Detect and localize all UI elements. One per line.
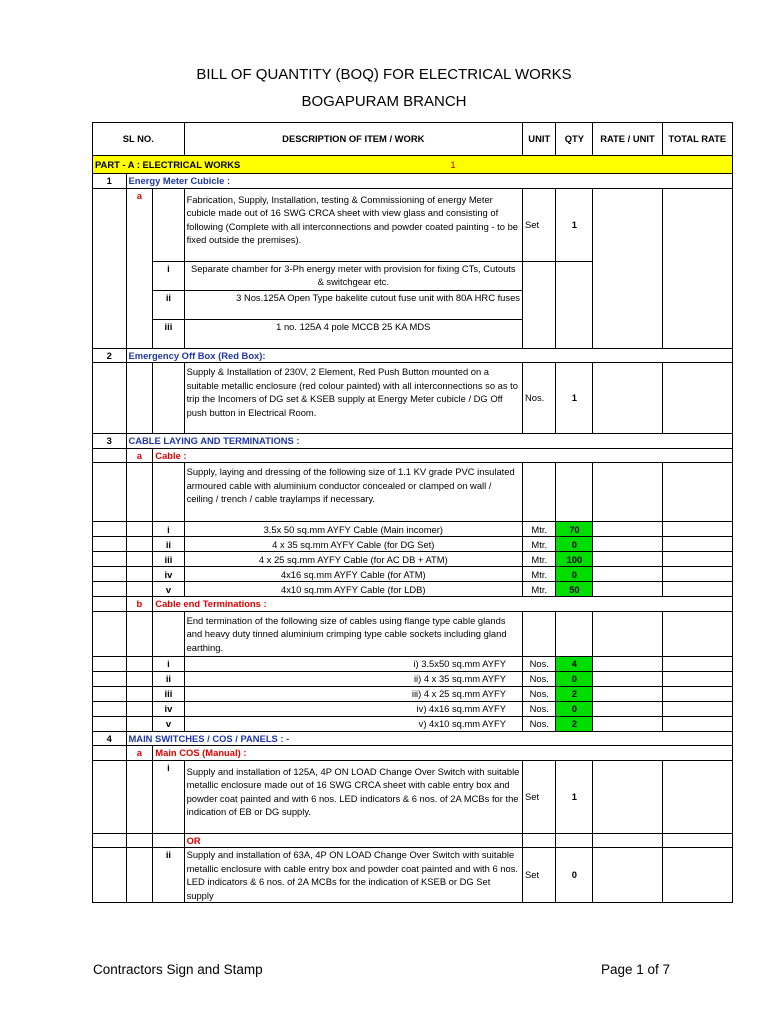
- sub-item-label: ii: [153, 290, 184, 319]
- termination-unit: Nos.: [522, 671, 556, 686]
- section-title: Emergency Off Box (Red Box):: [126, 348, 733, 363]
- section-number: 4: [93, 731, 127, 746]
- section-number: 1: [93, 174, 127, 189]
- termination-qty: 2: [556, 716, 593, 731]
- sub-section-label: b: [126, 597, 153, 612]
- sub-section-title: Cable end Terminations :: [153, 597, 733, 612]
- header-unit: UNIT: [522, 123, 556, 156]
- cable-row: [93, 522, 733, 537]
- item-label: ii: [153, 848, 184, 903]
- section-row: [93, 174, 733, 189]
- item-description: Supply & Installation of 230V, 2 Element, Red Push Button mounted on a suitable metallic enclosure (red colour painted) with all interconnections so as to trip the Incomers of DG set & KSEB supply at Energy Meter cubicle / DG Off push button in Electrical Room.: [184, 363, 522, 434]
- part-number: 1: [450, 158, 456, 170]
- item-unit: Nos.: [522, 363, 556, 434]
- cable-description: 4 x 35 sq.mm AYFY Cable (for DG Set): [184, 537, 522, 552]
- termination-label: v: [153, 716, 184, 731]
- termination-description: iii) 4 x 25 sq.mm AYFY: [184, 686, 522, 701]
- or-row: [93, 833, 733, 848]
- termination-row: [93, 716, 733, 731]
- item-description: Supply and installation of 63A, 4P ON LOAD Change Over Switch with suitable metallic enclosure with cable entry box and powder coat painted and with 6 nos. LED indicators & 6 nos. of 2A MCBs for the indication of KSEB or DG Set supply: [184, 848, 522, 903]
- item-description: End termination of the following size of cables using flange type cable glands and heavy duty tinned aluminium crimping type cable sockets including gland earthing.: [184, 611, 522, 656]
- termination-unit: Nos.: [522, 716, 556, 731]
- cable-label: i: [153, 522, 184, 537]
- termination-qty: 4: [556, 656, 593, 671]
- item-unit: Set: [522, 760, 556, 833]
- cable-row: [93, 537, 733, 552]
- item-description: Fabrication, Supply, Installation, testing & Commissioning of energy Meter cubicle made out of 16 SWG CRCA sheet with view glass and consisting of following (Complete with all interconnections and powder coated painting - to be fixed outside the premises).: [184, 188, 522, 261]
- section-title: Energy Meter Cubicle :: [126, 174, 733, 189]
- cable-description: 4x10 sq.mm AYFY Cable (for LDB): [184, 582, 522, 597]
- cable-qty: 0: [556, 537, 593, 552]
- cable-unit: Mtr.: [522, 567, 556, 582]
- or-label: OR: [184, 833, 522, 848]
- item-row: [93, 463, 733, 522]
- cable-row: [93, 567, 733, 582]
- sub-section-label: a: [126, 746, 153, 761]
- item-unit: Set: [522, 848, 556, 903]
- header-qty: QTY: [556, 123, 593, 156]
- cable-row: [93, 552, 733, 567]
- header-slno: SL NO.: [93, 123, 185, 156]
- sub-item-description: 1 no. 125A 4 pole MCCB 25 KA MDS: [184, 319, 522, 348]
- header-rate: RATE / UNIT: [593, 123, 662, 156]
- cable-label: iv: [153, 567, 184, 582]
- item-qty: 1: [556, 760, 593, 833]
- sub-section-title: Main COS (Manual) :: [153, 746, 733, 761]
- termination-unit: Nos.: [522, 656, 556, 671]
- cable-unit: Mtr.: [522, 522, 556, 537]
- section-title: MAIN SWITCHES / COS / PANELS : -: [126, 731, 733, 746]
- item-qty: 0: [556, 848, 593, 903]
- sub-item-description: 3 Nos.125A Open Type bakelite cutout fuse unit with 80A HRC fuses: [184, 290, 522, 319]
- termination-label: iii: [153, 686, 184, 701]
- section-number: 3: [93, 434, 127, 449]
- header-description: DESCRIPTION OF ITEM / WORK: [184, 123, 522, 156]
- item-qty: 1: [556, 363, 593, 434]
- termination-row: [93, 701, 733, 716]
- termination-qty: 0: [556, 671, 593, 686]
- item-row: [93, 188, 733, 261]
- item-qty: 1: [556, 188, 593, 261]
- sub-item-label: iii: [153, 319, 184, 348]
- termination-label: i: [153, 656, 184, 671]
- item-label: i: [153, 760, 184, 833]
- cable-unit: Mtr.: [522, 537, 556, 552]
- sub-item-label: i: [153, 261, 184, 290]
- header-total: TOTAL RATE: [662, 123, 732, 156]
- termination-qty: 0: [556, 701, 593, 716]
- item-row: [93, 760, 733, 833]
- item-unit: Set: [522, 188, 556, 261]
- cable-qty: 0: [556, 567, 593, 582]
- cable-description: 4 x 25 sq.mm AYFY Cable (for AC DB + ATM): [184, 552, 522, 567]
- part-label: PART - A : ELECTRICAL WORKS: [95, 158, 241, 170]
- termination-label: iv: [153, 701, 184, 716]
- cable-label: iii: [153, 552, 184, 567]
- document-title: BILL OF QUANTITY (BOQ) FOR ELECTRICAL WORKS: [196, 66, 572, 83]
- cable-qty: 50: [556, 582, 593, 597]
- cable-unit: Mtr.: [522, 552, 556, 567]
- termination-unit: Nos.: [522, 701, 556, 716]
- boq-table: [92, 122, 733, 903]
- termination-description: iv) 4x16 sq.mm AYFY: [184, 701, 522, 716]
- cable-qty: 100: [556, 552, 593, 567]
- sub-section-label: a: [126, 448, 153, 463]
- footer-page-number: Page 1 of 7: [601, 962, 671, 977]
- termination-qty: 2: [556, 686, 593, 701]
- part-row: [93, 156, 733, 174]
- part-label-cell: [93, 156, 733, 174]
- termination-description: v) 4x10 sq.mm AYFY: [184, 716, 522, 731]
- cable-qty: 70: [556, 522, 593, 537]
- section-row: [93, 731, 733, 746]
- termination-description: ii) 4 x 35 sq.mm AYFY: [184, 671, 522, 686]
- cable-description: 3.5x 50 sq.mm AYFY Cable (Main incomer): [184, 522, 522, 537]
- sub-section-row: [93, 597, 733, 612]
- item-description: Supply and installation of 125A, 4P ON LOAD Change Over Switch with suitable metallic enclosure made out of 16 SWG CRCA sheet with cable entry box and powder coat painted and with 6 nos. LED indicators & 6 nos. of 2A MCBs for the indication of EB or DG supply.: [184, 760, 522, 833]
- termination-description: i) 3.5x50 sq.mm AYFY: [184, 656, 522, 671]
- cable-description: 4x16 sq.mm AYFY Cable (for ATM): [184, 567, 522, 582]
- table-header-row: [93, 123, 733, 156]
- item-row: [93, 611, 733, 656]
- sub-section-row: [93, 448, 733, 463]
- cable-label: ii: [153, 537, 184, 552]
- section-row: [93, 434, 733, 449]
- section-title: CABLE LAYING AND TERMINATIONS :: [126, 434, 733, 449]
- termination-label: ii: [153, 671, 184, 686]
- footer-sign-label: Contractors Sign and Stamp: [93, 962, 263, 977]
- cable-label: v: [153, 582, 184, 597]
- item-label: a: [126, 188, 153, 348]
- termination-row: [93, 686, 733, 701]
- item-description: Supply, laying and dressing of the following size of 1.1 KV grade PVC insulated armoured cable with aluminium conductor concealed or clamped on wall / ceiling / trench / cable traylamps if necessary.: [184, 463, 522, 522]
- section-row: [93, 348, 733, 363]
- cable-unit: Mtr.: [522, 582, 556, 597]
- item-row: [93, 363, 733, 434]
- branch-title: BOGAPURAM BRANCH: [301, 93, 467, 110]
- item-row: [93, 848, 733, 903]
- termination-unit: Nos.: [522, 686, 556, 701]
- sub-section-title: Cable :: [153, 448, 733, 463]
- termination-row: [93, 671, 733, 686]
- section-number: 2: [93, 348, 127, 363]
- cable-row: [93, 582, 733, 597]
- sub-item-description: Separate chamber for 3-Ph energy meter with provision for fixing CTs, Cutouts & switchgear etc.: [184, 261, 522, 290]
- sub-section-row: [93, 746, 733, 761]
- termination-row: [93, 656, 733, 671]
